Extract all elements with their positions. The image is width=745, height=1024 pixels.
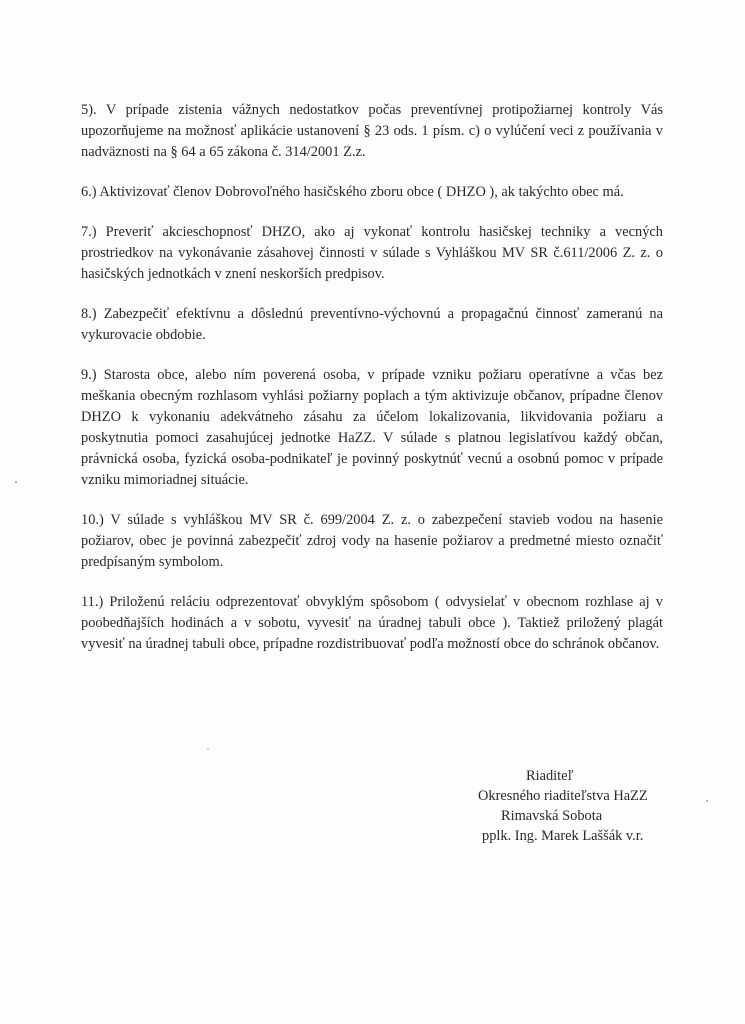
signature-office: Okresného riaditeľstva HaZZ bbox=[478, 788, 648, 804]
paragraph-7: 7.) Preveriť akcieschopnosť DHZO, ako aj vykonať kontrolu hasičskej techniky a vecných prostriedkov na vykonávanie zásahovej činnosti v súlade s Vyhláškou MV SR č.611/2006 Z. z. o hasičských jednotkách v znení neskorších predpisov. bbox=[81, 224, 663, 282]
paragraph-8: 8.) Zabezpečiť efektívnu a dôslednú preventívno-výchovnú a propagačnú činnosť zameranú na vykurovacie obdobie. bbox=[81, 306, 663, 343]
paragraph-6: 6.) Aktivizovať členov Dobrovoľného hasičského zboru obce ( DHZO ), ak takýchto obec má. bbox=[81, 184, 624, 200]
paragraph-10: 10.) V súlade s vyhláškou MV SR č. 699/2004 Z. z. o zabezpečení stavieb vodou na hasenie požiarov, obec je povinná zabezpečiť zdroj vody na hasenie požiarov a predmetné miesto označiť predpísaným symbolom. bbox=[81, 512, 663, 570]
signature-city: Rimavská Sobota bbox=[501, 808, 603, 824]
document-body bbox=[81, 100, 663, 674]
scan-speck bbox=[15, 481, 17, 483]
signature-name: pplk. Ing. Marek Laššák v.r. bbox=[482, 828, 644, 844]
scan-speck bbox=[706, 800, 708, 802]
scan-speck bbox=[207, 748, 209, 750]
paragraph-11: 11.) Priloženú reláciu odprezentovať obvyklým spôsobom ( odvysielať v obecnom rozhlase aj v poobedňajších hodinách a v sobotu, vyvesiť na úradnej tabuli obce ). Taktiež priložený plagát vyvesiť na úradnej tabuli obce, prípadne rozdistribuovať podľa možností obce do schránok občanov. bbox=[81, 594, 663, 652]
signature-title: Riaditeľ bbox=[526, 768, 574, 784]
paragraph-5: 5). V prípade zistenia vážnych nedostatkov počas preventívnej protipožiarnej kontroly Vás upozorňujeme na možnosť aplikácie ustanovení § 23 ods. 1 písm. c) o vylúčení veci z používania v nadväznosti na § 64 a 65 zákona č. 314/2001 Z.z. bbox=[81, 102, 663, 160]
paragraph-9: 9.) Starosta obce, alebo ním poverená osoba, v prípade vzniku požiaru operatívne a včas bez meškania obecným rozhlasom vyhlási požiarny poplach a tým aktivizuje občanov, prípadne členov DHZO k vykonaniu adekvátneho zásahu za účelom lokalizovania, likvidovania požiaru a poskytnutia pomoci zasahujúcej jednotke HaZZ. V súlade s platnou legislatívou každý občan, právnická osoba, fyzická osoba-podnikateľ je povinný poskytnúť vecnú a osobnú pomoc v prípade vzniku mimoriadnej situácie. bbox=[81, 367, 663, 488]
signature-block bbox=[468, 766, 698, 846]
